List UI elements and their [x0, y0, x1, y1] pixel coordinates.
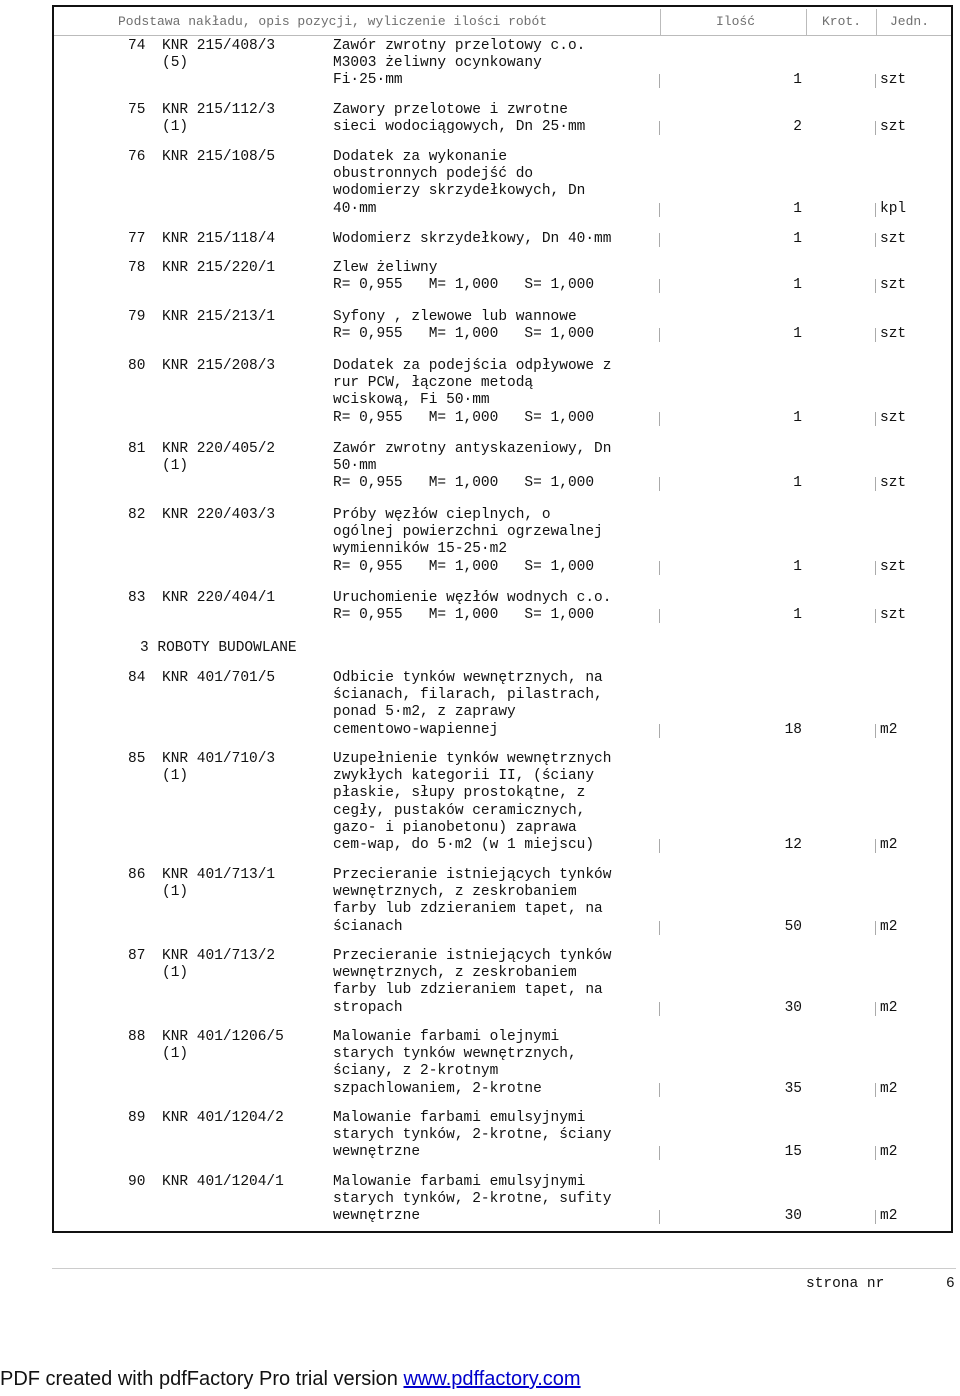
header-separator	[660, 9, 661, 35]
cell-divider	[659, 561, 660, 575]
norm-code: KNR 401/1204/2	[162, 1110, 284, 1126]
cell-divider	[875, 203, 876, 217]
description-line: ponad 5·m2, z zaprawy	[333, 704, 516, 721]
row-number: 84	[128, 670, 146, 686]
row-number: 76	[128, 149, 146, 165]
cell-divider	[659, 477, 660, 491]
header-description: Podstawa nakładu, opis pozycji, wyliczenie ilości robót	[118, 14, 548, 29]
unit-value: m2	[880, 918, 898, 935]
cell-divider	[875, 921, 876, 935]
description-line: stropach	[333, 999, 403, 1016]
quantity-value: 35	[784, 1080, 802, 1097]
quantity-value: 50	[784, 918, 802, 935]
description-line: Próby węzłów cieplnych, o	[333, 507, 551, 523]
description-line: Malowanie farbami olejnymi	[333, 1029, 560, 1045]
norm-code: KNR 220/403/3	[162, 507, 276, 523]
description-line: rur PCW, łączone metodą	[333, 375, 534, 392]
norm-variant: (1)	[162, 458, 189, 475]
quantity-value: 1	[793, 475, 802, 492]
description-line: starych tynków wewnętrznych,	[333, 1046, 577, 1063]
cell-divider	[659, 121, 660, 135]
description-line: Uruchomienie węzłów wodnych c.o.	[333, 590, 612, 606]
description-line: M3003 żeliwny ocynkowany	[333, 55, 542, 72]
description-line: starych tynków, 2-krotne, ściany	[333, 1127, 612, 1144]
row-number: 79	[128, 309, 146, 325]
norm-variant: (1)	[162, 768, 189, 785]
cell-divider	[875, 233, 876, 247]
norm-code: KNR 401/1204/1	[162, 1174, 284, 1190]
norm-code: KNR 401/1206/5	[162, 1029, 284, 1045]
norm-code: KNR 215/220/1	[162, 260, 276, 276]
header-multiplier: Krot.	[822, 14, 862, 29]
description-line: Zlew żeliwny	[333, 260, 438, 276]
cell-divider	[659, 609, 660, 623]
row-number: 75	[128, 102, 146, 118]
cell-divider	[659, 1146, 660, 1160]
cell-divider	[659, 203, 660, 217]
row-number: 80	[128, 358, 146, 374]
description-line: R= 0,955 M= 1,000 S= 1,000	[333, 277, 595, 294]
norm-variant: (1)	[162, 1046, 189, 1063]
description-line: zwykłych kategorii II, (ściany	[333, 768, 595, 785]
norm-code: KNR 401/701/5	[162, 670, 276, 686]
row-number: 81	[128, 441, 146, 457]
cell-divider	[659, 724, 660, 738]
description-line: Syfony , zlewowe lub wannowe	[333, 309, 577, 325]
norm-variant: (1)	[162, 965, 189, 982]
header-quantity: Ilość	[716, 14, 756, 29]
unit-value: m2	[880, 999, 898, 1016]
cell-divider	[659, 328, 660, 342]
description-line: Malowanie farbami emulsyjnymi	[333, 1110, 586, 1126]
description-line: 50·mm	[333, 458, 377, 475]
norm-variant: (1)	[162, 884, 189, 901]
description-line: płaskie, słupy prostokątne, z	[333, 785, 586, 802]
norm-code: KNR 215/213/1	[162, 309, 276, 325]
description-line: wewnętrznych, z zeskrobaniem	[333, 965, 577, 982]
unit-value: szt	[880, 119, 907, 136]
quantity-value: 1	[793, 558, 802, 575]
row-number: 78	[128, 260, 146, 276]
norm-code: KNR 220/404/1	[162, 590, 276, 606]
unit-value: m2	[880, 721, 898, 738]
description-line: cegły, pustaków ceramicznych,	[333, 802, 586, 819]
row-number: 90	[128, 1174, 146, 1190]
norm-variant: (5)	[162, 55, 189, 72]
pdf-creator-note	[0, 1368, 581, 1391]
description-line: Przecieranie istniejących tynków	[333, 948, 612, 964]
description-line: wymienników 15-25·m2	[333, 541, 508, 558]
cell-divider	[875, 121, 876, 135]
unit-value: kpl	[880, 200, 907, 217]
quantity-value: 1	[793, 72, 802, 89]
description-line: wciskową, Fi 50·mm	[333, 392, 490, 409]
norm-code: KNR 215/112/3	[162, 102, 276, 118]
description-line: Zawór zwrotny antyskazeniowy, Dn	[333, 441, 612, 457]
quantity-value: 2	[793, 119, 802, 136]
cell-divider	[875, 1083, 876, 1097]
description-line: Malowanie farbami emulsyjnymi	[333, 1174, 586, 1190]
description-line: obustronnych podejść do	[333, 166, 534, 183]
description-line: ścianach	[333, 918, 403, 935]
unit-value: szt	[880, 558, 907, 575]
norm-code: KNR 401/713/1	[162, 867, 276, 883]
cell-divider	[659, 233, 660, 247]
row-number: 88	[128, 1029, 146, 1045]
cell-divider	[659, 1210, 660, 1224]
cell-divider	[875, 839, 876, 853]
description-line: szpachlowaniem, 2-krotne	[333, 1080, 542, 1097]
norm-code: KNR 401/710/3	[162, 751, 276, 767]
section-title: ROBOTY BUDOWLANE	[157, 640, 297, 656]
unit-value: szt	[880, 277, 907, 294]
description-line: Odbicie tynków wewnętrznych, na	[333, 670, 603, 686]
quantity-value: 30	[784, 1208, 802, 1225]
norm-code: KNR 215/118/4	[162, 231, 276, 247]
table-header	[54, 9, 951, 36]
cell-divider	[875, 561, 876, 575]
cell-divider	[659, 1002, 660, 1016]
cell-divider	[875, 1002, 876, 1016]
unit-value: m2	[880, 1208, 898, 1225]
unit-value: szt	[880, 607, 907, 624]
quantity-value: 12	[784, 837, 802, 853]
unit-value: szt	[880, 326, 907, 343]
description-line: R= 0,955 M= 1,000 S= 1,000	[333, 607, 595, 624]
unit-value: szt	[880, 72, 907, 89]
row-number: 89	[128, 1110, 146, 1126]
description-line: farby lub zdzieraniem tapet, na	[333, 982, 603, 999]
cell-divider	[659, 839, 660, 853]
description-line: Zawory przelotowe i zwrotne	[333, 102, 568, 118]
description-line: ścianach, filarach, pilastrach,	[333, 687, 603, 704]
cell-divider	[875, 1210, 876, 1224]
cell-divider	[875, 724, 876, 738]
description-line: cem-wap, do 5·m2 (w 1 miejscu)	[333, 837, 595, 853]
quantity-value: 1	[793, 277, 802, 294]
section-number: 3	[140, 640, 149, 656]
cell-divider	[875, 609, 876, 623]
unit-value: m2	[880, 1080, 898, 1097]
description-line: R= 0,955 M= 1,000 S= 1,000	[333, 409, 595, 426]
footer-divider	[52, 1268, 956, 1269]
norm-code: KNR 215/108/5	[162, 149, 276, 165]
description-line: Zawór zwrotny przelotowy c.o.	[333, 38, 586, 54]
row-number: 86	[128, 867, 146, 883]
description-line: Fi·25·mm	[333, 72, 403, 89]
description-line: Dodatek za wykonanie	[333, 149, 508, 165]
row-number: 82	[128, 507, 146, 523]
quantity-value: 15	[784, 1144, 802, 1161]
norm-code: KNR 220/405/2	[162, 441, 276, 457]
description-line: Uzupełnienie tynków wewnętrznych	[333, 751, 612, 767]
quantity-value: 1	[793, 326, 802, 343]
row-number: 77	[128, 231, 146, 247]
cell-divider	[659, 279, 660, 293]
description-line: R= 0,955 M= 1,000 S= 1,000	[333, 475, 595, 492]
norm-code: KNR 215/408/3	[162, 38, 276, 54]
description-line: 40·mm	[333, 200, 377, 217]
description-line: cementowo-wapiennej	[333, 721, 499, 738]
description-line: sieci wodociągowych, Dn 25·mm	[333, 119, 586, 136]
description-line: farby lub zdzieraniem tapet, na	[333, 901, 603, 918]
quantity-value: 1	[793, 409, 802, 426]
page-number-label: strona nr	[806, 1276, 885, 1292]
description-line: wewnętrznych, z zeskrobaniem	[333, 884, 577, 901]
row-number: 87	[128, 948, 146, 964]
description-line: ogólnej powierzchni ogrzewalnej	[333, 524, 603, 541]
norm-code: KNR 215/208/3	[162, 358, 276, 374]
cell-divider	[659, 921, 660, 935]
description-line: wewnętrzne	[333, 1208, 421, 1225]
quantity-value: 1	[793, 607, 802, 624]
cell-divider	[659, 412, 660, 426]
cell-divider	[875, 74, 876, 88]
unit-value: szt	[880, 231, 907, 247]
quantity-value: 1	[793, 231, 802, 247]
cell-divider	[659, 74, 660, 88]
cell-divider	[875, 477, 876, 491]
cell-divider	[659, 1083, 660, 1097]
row-number: 74	[128, 38, 146, 54]
page-number: 6	[946, 1276, 955, 1292]
unit-value: m2	[880, 837, 898, 853]
cell-divider	[875, 279, 876, 293]
description-line: Dodatek za podejścia odpływowe z	[333, 358, 612, 374]
quantity-value: 30	[784, 999, 802, 1016]
description-line: wewnętrzne	[333, 1144, 421, 1161]
header-separator	[876, 9, 877, 35]
unit-value: m2	[880, 1144, 898, 1161]
quantity-value: 18	[784, 721, 802, 738]
header-separator	[806, 9, 807, 35]
unit-value: szt	[880, 409, 907, 426]
unit-value: szt	[880, 475, 907, 492]
quantity-value: 1	[793, 200, 802, 217]
norm-code: KNR 401/713/2	[162, 948, 276, 964]
description-line: R= 0,955 M= 1,000 S= 1,000	[333, 326, 595, 343]
cell-divider	[875, 1146, 876, 1160]
pdf-creator-text: PDF created with pdfFactory Pro trial version	[0, 1368, 404, 1390]
description-line: wodomierzy skrzydełkowych, Dn	[333, 183, 586, 200]
row-number: 83	[128, 590, 146, 606]
cell-divider	[875, 412, 876, 426]
header-unit: Jedn.	[890, 14, 930, 29]
description-line: R= 0,955 M= 1,000 S= 1,000	[333, 558, 595, 575]
row-number: 85	[128, 751, 146, 767]
description-line: Wodomierz skrzydełkowy, Dn 40·mm	[333, 231, 612, 247]
description-line: starych tynków, 2-krotne, sufity	[333, 1191, 612, 1208]
description-line: gazo- i pianobetonu) zaprawa	[333, 819, 577, 836]
description-line: Przecieranie istniejących tynków	[333, 867, 612, 883]
description-line: ściany, z 2-krotnym	[333, 1063, 499, 1080]
norm-variant: (1)	[162, 119, 189, 136]
pdf-creator-link[interactable]: www.pdffactory.com	[403, 1368, 581, 1390]
cell-divider	[875, 328, 876, 342]
section-heading	[140, 640, 297, 657]
